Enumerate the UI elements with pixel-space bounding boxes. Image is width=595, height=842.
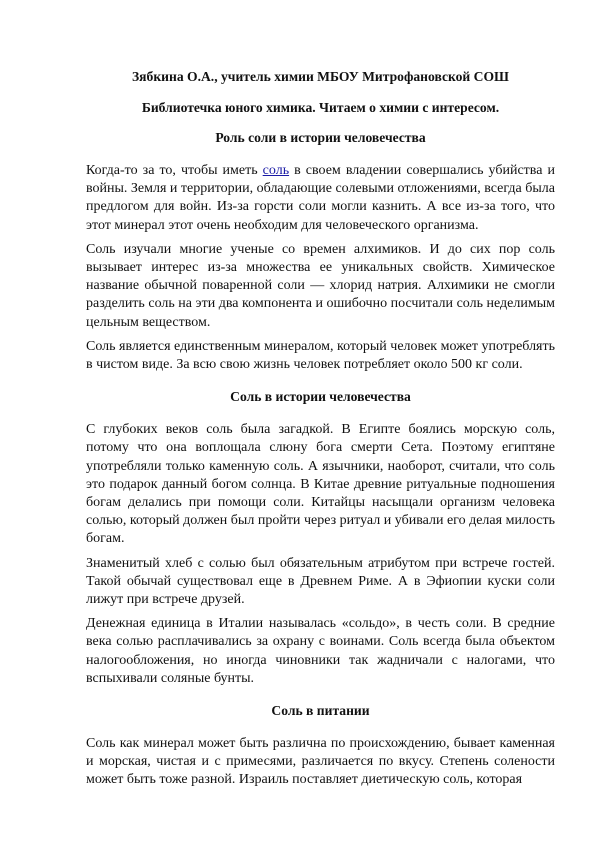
intro-paragraph-3: Соль является единственным минералом, который человек может употреблять в чистом виде. За всю свою жизнь человек потребляет около 500 кг соли. [86,338,555,373]
section-heading-history: Соль в истории человечества [230,389,411,405]
author-line: Зябкина О.А., учитель химии МБОУ Митрофановской СОШ [132,69,509,84]
history-paragraph-3: Денежная единица в Италии называлась «сольдо», в честь соли. В средние века солью расплачивались за охрану с воинами. Соль всегда была объектом налогообложения, но иногда чиновники так жадничали с налогами, что вспыхивали соляные бунты. [86,616,555,686]
series-title: Библиотечка юного химика. Читаем о химии с интересом. [141,100,500,115]
section-heading-nutrition: Соль в питании [271,703,370,719]
document-title: Роль соли в истории человечества [215,130,426,145]
intro-paragraph-1 [86,162,555,235]
history-paragraph-1: С глубоких веков соль была загадкой. В Египте боялись морскую соль, потому что она воплощала слюну бога смерти Сета. Поэтому египтяне употребляли только каменную соль. А язычники, наоборот, считали, что соль это подарок данный богом солнца. В Китае древние ритуальные подношения богам делались при помощи соли. Китайцы насыщали организм человека солью, который должен был пройти через ритуал и убивали его делая милость богам. [86,422,555,547]
salt-link[interactable]: соль [262,163,290,178]
intro-text-after-link: в своем владении совершались убийства и войны. Земля и территории, обладающие солевыми отложениями, всегда была предлогом для войн. Из-за горсти соли могли казнить. А все из-за того, что этот минерал этот очень необходим для человеческого организма. [86,163,555,233]
history-paragraph-2: Знаменитый хлеб с солью был обязательным атрибутом при встрече гостей. Такой обычай существовал еще в Древнем Риме. А в Эфиопии куски соли лижут при встрече друзей. [86,555,555,608]
nutrition-paragraph-1: Соль как минерал может быть различна по происхождению, бывает каменная и морская, чистая и с примесями, различается по вкусу. Степень солености может быть тоже разной. Израиль поставляет диетическую соль, которая [86,736,555,788]
intro-text-before-link: Когда-то за то, чтобы иметь [86,163,263,178]
intro-paragraph-2: Соль изучали многие ученые со времен алхимиков. И до сих пор соль вызывает интерес из-за множества ее уникальных свойств. Химическое название обычной поваренной соли — хлорид натрия. Алхимики не смогли разделить соль на эти два компонента и ошибочно посчитали соль неделимым цельным веществом. [86,241,555,330]
